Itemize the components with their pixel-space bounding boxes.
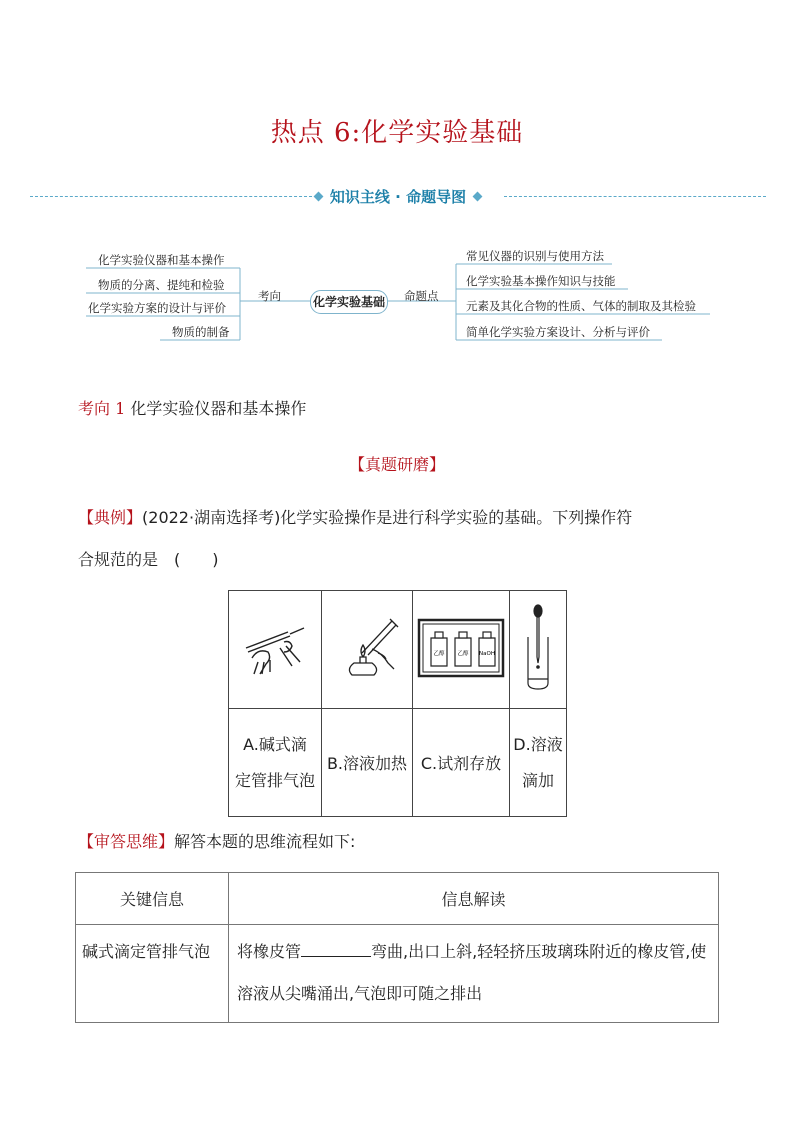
bottle-label: NaOH: [479, 650, 495, 657]
mindmap-right-item: 化学实验基本操作知识与技能: [466, 274, 616, 288]
test-tube-heating-icon: [332, 613, 402, 683]
option-b-image: [322, 591, 413, 709]
page-title: 热点 6:化学实验基础: [270, 118, 524, 148]
option-d-image: [510, 591, 567, 709]
example-text-line1: (2022·湖南选择考)化学实验操作是进行科学实验的基础。下列操作符: [142, 508, 633, 527]
info-row-interpret: 将橡皮管 弯曲,出口上斜,轻轻挤压玻璃珠附近的橡皮管,使溶液从尖嘴涌出,气泡即可随之排出: [229, 925, 719, 1023]
mindmap-right-item: 简单化学实验方案设计、分析与评价: [466, 325, 650, 339]
mindmap-left-item: 物质的制备: [172, 325, 230, 339]
section-title: 化学实验仪器和基本操作: [130, 399, 307, 418]
mindmap-left-item: 化学实验仪器和基本操作: [98, 253, 225, 267]
mindmap-left-connector: 考向: [258, 289, 281, 303]
option-d-label: D.溶液 滴加: [510, 709, 567, 817]
banner-label: 知识主线 · 命题导图: [329, 188, 467, 206]
fill-blank: [301, 942, 371, 957]
subhead: 【真题研磨】: [348, 455, 445, 474]
analysis-tag: 【审答思维】: [78, 832, 175, 851]
example-paragraph: [78, 496, 728, 540]
mindmap-right-item: 常见仪器的识别与使用方法: [466, 249, 604, 263]
analysis-text: 解答本题的思维流程如下:: [174, 832, 356, 851]
reagent-bottles-icon: [417, 618, 505, 678]
dropper-icon: [523, 603, 553, 693]
option-a-image: [229, 591, 322, 709]
option-b-label: B.溶液加热: [322, 709, 413, 817]
mindmap-left-item: 化学实验方案的设计与评价: [88, 301, 226, 315]
info-table: [75, 872, 719, 1023]
section-heading: [78, 396, 306, 419]
option-a-label: A.碱式滴 定管排气泡: [229, 709, 322, 817]
bottle-label: 乙醇: [433, 650, 445, 657]
example-tag: 【典例】: [78, 508, 143, 527]
analysis-paragraph: [78, 820, 728, 864]
bottle-label: 乙醇: [457, 650, 469, 657]
mindmap-right-item: 元素及其化合物的性质、气体的制取及其检验: [466, 299, 696, 313]
burette-bubble-icon: [240, 618, 310, 678]
example-text-line2: 合规范的是 ( ): [78, 550, 219, 569]
section-prefix: 考向 1: [78, 399, 126, 418]
option-c-label: C.试剂存放: [413, 709, 510, 817]
mindmap-left-item: 物质的分离、提纯和检验: [98, 278, 225, 292]
info-row-key: 碱式滴定管排气泡: [76, 925, 229, 1023]
info-header-key: 关键信息: [76, 873, 229, 925]
mindmap-center-node: 化学实验基础: [310, 290, 388, 314]
mindmap-right-connector: 命题点: [404, 289, 439, 303]
options-table: [228, 590, 567, 817]
option-c-image: [413, 591, 510, 709]
info-header-interpret: 信息解读: [229, 873, 719, 925]
